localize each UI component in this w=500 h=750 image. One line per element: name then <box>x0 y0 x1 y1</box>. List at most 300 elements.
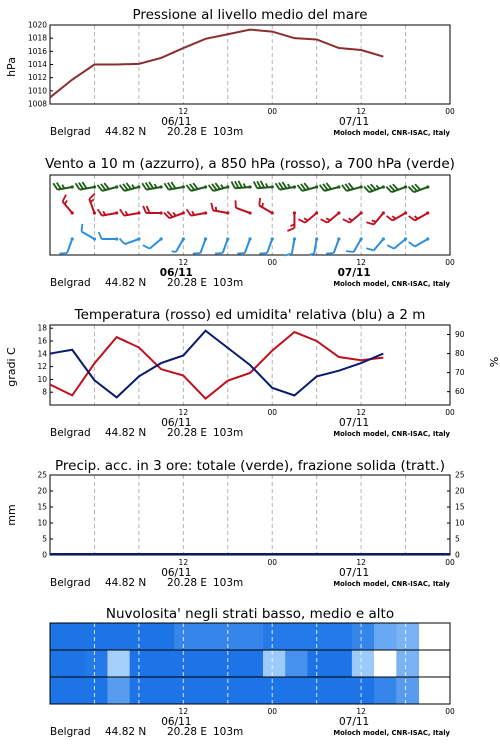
footer-lon: 20.28 E <box>167 277 208 289</box>
y-tick-label: 0 <box>42 550 47 560</box>
wind-barb <box>209 183 230 191</box>
cloud-cell <box>396 677 419 704</box>
wind-barb <box>259 237 273 253</box>
footer-model: Moloch model, CNR-ISAC, Italy <box>333 280 450 288</box>
wind-barb-feather <box>98 209 102 215</box>
wind-barb-base <box>337 185 340 188</box>
footer-model: Moloch model, CNR-ISAC, Italy <box>333 129 450 137</box>
x-tick-label: 12 <box>178 707 189 716</box>
cloud-cell <box>174 623 197 650</box>
wind-barb <box>172 237 185 252</box>
wind-barb-feather <box>257 181 261 188</box>
cloud-cell <box>241 623 264 650</box>
wind-barb-base <box>160 185 163 188</box>
wind-barb-half-feather <box>392 216 395 219</box>
footer-lat: 44.82 N <box>105 277 147 289</box>
panel-pressure <box>5 7 368 77</box>
wind-barb-base <box>293 185 296 188</box>
wind-barb-base <box>315 237 318 240</box>
plot-frame <box>50 475 450 555</box>
footer-lon: 20.28 E <box>167 427 208 439</box>
wind-barb-shaft <box>259 206 272 214</box>
date-label: 07/11 <box>338 417 370 429</box>
footer-lat: 44.82 N <box>105 726 147 738</box>
panel-title: Nuvolosita' negli strati basso, medio e alto <box>105 606 395 622</box>
y-tick-label-right: 15 <box>455 502 465 512</box>
wind-barb-shaft <box>415 239 428 247</box>
wind-barb-shaft <box>267 239 272 253</box>
wind-barb-shaft <box>125 239 139 244</box>
wind-barb <box>386 184 407 192</box>
wind-barb <box>164 211 185 218</box>
cloud-cell <box>374 650 397 677</box>
wind-barb-half-feather <box>132 185 134 188</box>
wind-barb <box>186 183 207 191</box>
cloud-cell <box>152 677 175 704</box>
wind-barb-shaft <box>213 210 228 213</box>
wind-barb <box>386 211 407 220</box>
wind-barb-base <box>248 211 251 214</box>
wind-barb <box>97 183 118 191</box>
wind-barb-base <box>271 185 274 188</box>
wind-barb <box>287 211 296 231</box>
x-tick-label: 00 <box>445 258 455 267</box>
x-tick-label: 00 <box>267 258 277 267</box>
wind-barb <box>259 198 274 215</box>
wind-barb-base <box>226 211 229 214</box>
wind-barb-base <box>137 185 140 188</box>
x-tick-label: 12 <box>356 558 366 567</box>
wind-barb <box>231 181 251 189</box>
wind-barb <box>53 183 74 190</box>
wind-barb <box>321 211 341 222</box>
wind-barb <box>297 183 318 191</box>
cloud-cell <box>130 623 153 650</box>
cloud-cell <box>50 677 63 704</box>
wind-barb <box>120 183 141 191</box>
wind-barb <box>59 237 73 253</box>
cloud-cell <box>63 623 86 650</box>
x-tick-label: 00 <box>445 107 455 116</box>
cloud-cell <box>130 650 153 677</box>
wind-barb-base <box>293 211 296 214</box>
cloud-cell <box>374 623 397 650</box>
wind-barb-feather <box>366 248 373 250</box>
cloud-cell <box>285 650 308 677</box>
wind-barb <box>237 237 251 253</box>
panel-title: Precip. acc. in 3 ore: totale (verde), frazione solida (tratt.) <box>55 458 445 474</box>
wind-barb-feather <box>321 219 328 222</box>
wind-barb-base <box>360 185 363 188</box>
wind-barb-feather <box>147 206 150 213</box>
wind-barb-base <box>93 185 96 188</box>
wind-barb-shaft <box>292 239 295 254</box>
cloud-cell <box>263 677 286 704</box>
wind-barb <box>193 237 207 253</box>
date-label: 06/11 <box>161 567 192 579</box>
wind-barb-base <box>404 237 407 240</box>
x-tick-label: 12 <box>356 107 366 116</box>
wind-barb-shaft <box>305 213 316 223</box>
date-label: 07/11 <box>338 567 370 579</box>
wind-barb-base <box>93 237 96 240</box>
panel-1-frame <box>50 175 455 289</box>
wind-barb-base <box>360 211 363 214</box>
wind-barb-base <box>248 237 251 240</box>
y-axis-label: mm <box>5 504 18 526</box>
wind-barb <box>276 182 297 190</box>
wind-barb-shaft <box>334 239 339 253</box>
y-tick-label: 1020 <box>27 20 47 30</box>
wind-barb <box>142 182 163 190</box>
wind-barb-feather <box>343 219 350 222</box>
wind-barb-feather <box>298 219 305 222</box>
cloud-cell <box>196 623 219 650</box>
wind-barb-base <box>337 211 340 214</box>
panel-title: Temperatura (rosso) ed umidita' relativa (blu) a 2 m <box>74 307 426 323</box>
y-axis-label: gradi C <box>5 347 18 387</box>
wind-barb-base <box>337 237 340 240</box>
cloud-cell <box>85 623 108 650</box>
wind-barb-base <box>71 237 74 240</box>
wind-barb-base <box>115 185 118 188</box>
wind-barb-half-feather <box>349 218 353 220</box>
wind-barb-feather <box>259 198 260 206</box>
y-tick-label: 5 <box>42 534 47 544</box>
panel-title: Pressione al livello medio del mare <box>132 7 368 23</box>
date-label: 07/11 <box>337 267 371 279</box>
cloud-cell <box>330 623 353 650</box>
wind-barb-base <box>293 237 296 240</box>
footer-model: Moloch model, CNR-ISAC, Italy <box>333 729 450 737</box>
date-label: 06/11 <box>161 716 192 728</box>
wind-barb <box>387 237 407 248</box>
wind-barb-half-feather <box>216 207 217 211</box>
x-tick-label: 00 <box>267 558 277 567</box>
y-tick-label: 15 <box>37 502 47 512</box>
footer-model: Moloch model, CNR-ISAC, Italy <box>333 430 450 438</box>
date-label: 06/11 <box>161 116 192 128</box>
y-tick-label: 1008 <box>27 99 47 109</box>
x-tick-label: 00 <box>267 707 277 716</box>
wind-barb <box>120 237 141 244</box>
wind-barb-feather <box>254 182 258 189</box>
wind-barb-feather <box>409 242 415 247</box>
date-label: 07/11 <box>338 116 370 128</box>
wind-barb-base <box>115 237 118 240</box>
chart-marks <box>28 21 465 739</box>
footer-location: Belgrad <box>50 277 91 289</box>
pressure-line <box>50 30 383 98</box>
cloud-cell <box>352 623 375 650</box>
wind-barb-base <box>271 211 274 214</box>
y-tick-label: 10 <box>37 518 47 528</box>
cloud-cell <box>152 623 175 650</box>
y-tick-label: 14 <box>37 349 47 359</box>
wind-barb-half-feather <box>172 251 176 252</box>
panel-temperature-humidity <box>5 307 500 387</box>
cloud-cell <box>263 623 286 650</box>
footer-altitude: 103m <box>213 726 244 738</box>
date-label: 07/11 <box>338 716 370 728</box>
cloud-cell <box>241 677 264 704</box>
y-tick-label: 20 <box>37 486 47 496</box>
wind-barb <box>254 181 274 189</box>
wind-barb-shaft <box>350 213 361 223</box>
footer-lat: 44.82 N <box>105 126 147 138</box>
wind-barb <box>76 182 97 190</box>
wind-barb-base <box>71 185 74 188</box>
wind-barb-half-feather <box>372 220 376 221</box>
cloud-cell <box>396 650 419 677</box>
cloud-cell <box>330 677 353 704</box>
wind-barb-half-feather <box>326 218 330 220</box>
x-tick-label: 12 <box>178 107 189 116</box>
cloud-cell <box>130 677 153 704</box>
y-tick-label: 12 <box>37 362 47 372</box>
panel-precipitation <box>5 458 445 526</box>
wind-barb-feather <box>346 251 354 252</box>
x-tick-label: 00 <box>267 107 277 116</box>
footer-altitude: 103m <box>213 427 244 439</box>
cloud-cell <box>63 677 86 704</box>
footer-location: Belgrad <box>50 126 91 138</box>
humidity-line <box>50 331 383 398</box>
date-label: 06/11 <box>159 267 193 279</box>
cloud-cell <box>219 650 242 677</box>
wind-barb-feather <box>99 232 102 239</box>
wind-barb-half-feather <box>91 199 94 202</box>
cloud-cell <box>196 677 219 704</box>
wind-barb <box>89 194 96 215</box>
cloud-cell <box>307 650 330 677</box>
y-tick-label-right: 60 <box>455 387 465 397</box>
panel-0-frame <box>28 21 455 139</box>
y-tick-label-right: 70 <box>455 368 465 378</box>
x-tick-label: 12 <box>356 258 366 267</box>
wind-barb-shaft <box>374 213 384 224</box>
wind-barb <box>120 209 141 215</box>
temperature-line <box>50 332 383 399</box>
wind-barb-shaft <box>327 213 338 223</box>
wind-barb <box>320 183 341 191</box>
wind-barb-feather <box>211 203 213 210</box>
wind-barb-feather <box>63 195 66 202</box>
footer-lon: 20.28 E <box>167 126 208 138</box>
wind-barb-shaft <box>236 208 250 213</box>
cloud-cell <box>174 650 197 677</box>
x-tick-label: 00 <box>445 558 455 567</box>
footer-lon: 20.28 E <box>167 577 208 589</box>
cloud-cell <box>107 677 130 704</box>
wind-barb-base <box>315 211 318 214</box>
footer-location: Belgrad <box>50 726 91 738</box>
y-tick-label: 1012 <box>27 73 47 83</box>
wind-barb <box>342 183 363 191</box>
wind-barb-feather <box>387 245 394 248</box>
cloud-cell <box>63 650 86 677</box>
y-tick-label-right: 25 <box>455 470 465 480</box>
wind-barb-base <box>160 237 163 240</box>
wind-barb <box>346 237 363 252</box>
wind-barb-feather <box>261 181 265 188</box>
wind-barb-base <box>271 237 274 240</box>
panel-wind <box>45 156 455 172</box>
wind-barb-base <box>404 211 407 214</box>
wind-barb-base <box>315 185 318 188</box>
y-tick-label: 1016 <box>27 46 47 56</box>
wind-barb-feather <box>120 209 124 215</box>
wind-barb-feather <box>238 181 242 188</box>
wind-barb-feather <box>386 216 392 221</box>
cloud-cell <box>50 650 63 677</box>
cloud-cell <box>174 677 197 704</box>
wind-barb-feather <box>143 206 146 213</box>
wind-barb-feather <box>366 222 373 224</box>
wind-barb <box>211 203 229 215</box>
wind-barb-base <box>426 237 429 240</box>
y-tick-label: 8 <box>42 387 47 397</box>
wind-barb-base <box>204 185 207 188</box>
y-tick-label-right: 80 <box>455 349 465 359</box>
wind-barb-shaft <box>354 239 362 252</box>
wind-barb-half-feather <box>65 200 67 204</box>
wind-barb-base <box>160 211 163 214</box>
wind-barb <box>143 206 163 215</box>
cloud-cell <box>50 623 63 650</box>
cloud-cell <box>219 677 242 704</box>
wind-barb-half-feather <box>173 212 176 215</box>
y-tick-label: 25 <box>37 470 47 480</box>
wind-barb-base <box>226 237 229 240</box>
wind-barb <box>187 209 208 215</box>
x-tick-label: 00 <box>445 408 455 417</box>
wind-barb <box>164 182 185 190</box>
panel-cloud-cover <box>106 606 394 622</box>
wind-barb-base <box>426 185 429 188</box>
y-tick-label: 1018 <box>27 33 47 43</box>
footer-lat: 44.82 N <box>105 427 147 439</box>
y-tick-label: 18 <box>37 323 47 333</box>
wind-barb-feather <box>187 209 191 215</box>
x-tick-label: 00 <box>445 707 455 716</box>
footer-lat: 44.82 N <box>105 577 147 589</box>
cloud-cell <box>241 650 264 677</box>
wind-barb <box>143 237 163 248</box>
wind-barb <box>298 211 318 222</box>
wind-barb-base <box>137 237 140 240</box>
wind-barb <box>235 200 251 214</box>
footer-altitude: 103m <box>213 277 244 289</box>
y-tick-label-right: 5 <box>455 534 460 544</box>
cloud-cell <box>107 623 130 650</box>
wind-barb <box>343 211 363 222</box>
wind-barb-feather <box>120 239 125 245</box>
wind-barb-base <box>204 211 207 214</box>
y-tick-label: 1014 <box>27 60 47 69</box>
wind-barb-base <box>182 185 185 188</box>
y-tick-label-right: 20 <box>455 486 465 496</box>
y-tick-label: 16 <box>37 336 47 346</box>
wind-barb-base <box>226 185 229 188</box>
y-axis-label: hPa <box>5 57 18 77</box>
cloud-cell <box>285 677 308 704</box>
x-tick-label: 00 <box>267 408 277 417</box>
wind-barb <box>409 211 430 220</box>
wind-barb-feather <box>81 224 82 232</box>
y-tick-label-right: 0 <box>455 550 460 560</box>
cloud-cell <box>85 677 108 704</box>
wind-barb <box>81 224 96 241</box>
panel-4-frame <box>50 623 455 738</box>
wind-barb-base <box>182 237 185 240</box>
wind-barb-feather <box>235 181 239 188</box>
cloud-cell <box>396 623 419 650</box>
wind-barb-base <box>382 211 385 214</box>
wind-barb <box>366 211 385 224</box>
wind-barb <box>326 237 340 253</box>
wind-barb-base <box>93 211 96 214</box>
wind-barb-base <box>137 211 140 214</box>
footer-altitude: 103m <box>213 126 244 138</box>
wind-barb-half-feather <box>304 218 308 220</box>
y-tick-label-right: 90 <box>455 330 465 340</box>
wind-barb-base <box>71 211 74 214</box>
cloud-cell <box>263 650 286 677</box>
cloud-cell <box>307 677 330 704</box>
y-tick-label: 10 <box>37 374 47 384</box>
wind-barb-half-feather <box>415 216 418 219</box>
wind-barb-base <box>382 237 385 240</box>
wind-barb-shaft <box>150 239 161 249</box>
cloud-cell <box>352 650 375 677</box>
wind-barb-base <box>360 237 363 240</box>
y-tick-label: 1010 <box>27 86 47 96</box>
footer-model: Moloch model, CNR-ISAC, Italy <box>333 580 450 588</box>
wind-barb-shaft <box>63 202 73 213</box>
wind-barb-feather <box>231 182 235 189</box>
footer-altitude: 103m <box>213 577 244 589</box>
wind-barb <box>63 195 74 215</box>
footer-lon: 20.28 E <box>167 726 208 738</box>
wind-barb-base <box>248 185 251 188</box>
date-label: 06/11 <box>161 417 192 429</box>
wind-barb <box>366 237 385 250</box>
wind-barb <box>284 237 296 255</box>
y-tick-label-right: 10 <box>455 518 465 528</box>
wind-barb-feather <box>287 228 294 231</box>
x-tick-label: 12 <box>356 707 366 716</box>
wind-barb-half-feather <box>310 254 314 255</box>
wind-barb-shaft <box>176 239 184 252</box>
wind-barb-shaft <box>314 239 317 254</box>
wind-barb-half-feather <box>262 203 263 207</box>
y-axis-label-right: % <box>487 356 500 368</box>
wind-barb-base <box>426 211 429 214</box>
wind-barb <box>215 237 229 253</box>
cloud-cell <box>374 677 397 704</box>
wind-barb-shaft <box>67 239 72 253</box>
wind-barb-feather <box>143 245 150 248</box>
cloud-cell <box>330 650 353 677</box>
wind-barb-half-feather <box>221 185 223 188</box>
x-tick-label: 12 <box>178 408 189 417</box>
wind-barb-shaft <box>374 239 384 250</box>
wind-barb-shaft <box>200 239 205 253</box>
panel-3-frame <box>37 471 464 590</box>
cloud-cell <box>196 650 219 677</box>
cloud-cell <box>152 650 175 677</box>
